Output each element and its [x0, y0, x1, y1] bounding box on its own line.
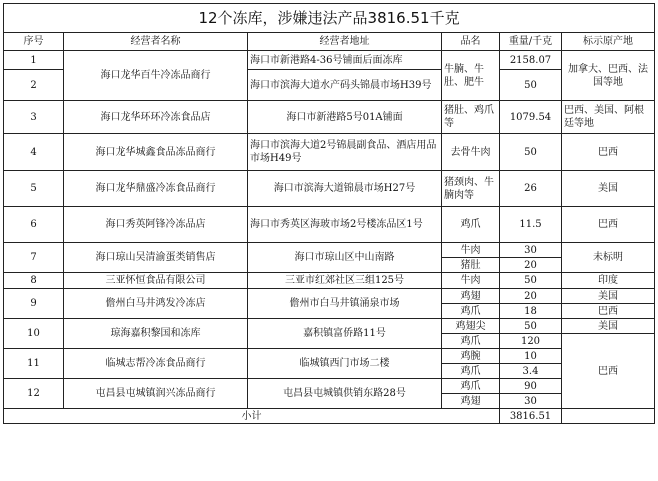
weight: 30 — [500, 394, 562, 409]
product-name: 猪肚 — [442, 258, 500, 273]
weight: 90 — [500, 379, 562, 394]
violation-products-table — [3, 3, 655, 424]
product-name: 牛肉 — [442, 243, 500, 258]
weight: 3.4 — [500, 364, 562, 379]
product-name: 鸡爪 — [442, 379, 500, 394]
weight: 20 — [500, 258, 562, 273]
row-number: 2 — [4, 70, 64, 101]
table-row — [4, 101, 655, 134]
operator-address: 临城镇西门市场二楼 — [248, 349, 442, 379]
table-row — [4, 207, 655, 243]
row-number: 9 — [4, 289, 64, 319]
origin: 印度 — [562, 273, 655, 289]
operator-address: 海口市新港路5号01A铺面 — [248, 101, 442, 134]
weight: 30 — [500, 243, 562, 258]
origin: 美国 — [562, 171, 655, 207]
operator-name: 海口龙华城鑫食品冻品商行 — [64, 134, 248, 171]
row-number: 8 — [4, 273, 64, 289]
operator-name: 三亚怀恒食品有限公司 — [64, 273, 248, 289]
table-row — [4, 51, 655, 70]
row-number: 4 — [4, 134, 64, 171]
table-row — [4, 171, 655, 207]
operator-address: 海口市滨海大道2号锦晨副食品、酒店用品市场H49号 — [248, 134, 442, 171]
product-name: 鸡腕 — [442, 349, 500, 364]
table-row — [4, 319, 655, 334]
weight: 1079.54 — [500, 101, 562, 134]
operator-name: 海口龙华环环冷冻食品店 — [64, 101, 248, 134]
operator-address: 海口市滨海大道水产码头锦晨市场H39号 — [248, 70, 442, 101]
operator-address: 海口市新港路4-36号铺面后面冻库 — [248, 51, 442, 70]
product-name: 鸡翅尖 — [442, 319, 500, 334]
row-number: 1 — [4, 51, 64, 70]
weight: 50 — [500, 70, 562, 101]
product-name: 鸡爪 — [442, 304, 500, 319]
operator-name: 海口龙华百牛冷冻品商行 — [64, 51, 248, 101]
weight: 18 — [500, 304, 562, 319]
subtotal-row — [4, 409, 655, 424]
row-number: 3 — [4, 101, 64, 134]
origin: 巴西 — [562, 304, 655, 319]
operator-address: 儋州市白马井镇涌泉市场 — [248, 289, 442, 319]
header-row — [4, 33, 655, 51]
operator-address: 嘉积镇富侨路11号 — [248, 319, 442, 349]
product-name: 猪颈肉、牛腩肉等 — [442, 171, 500, 207]
row-number: 6 — [4, 207, 64, 243]
table-row — [4, 273, 655, 289]
operator-address: 海口市琼山区中山南路 — [248, 243, 442, 273]
header-cell: 经营者地址 — [248, 33, 442, 51]
product-name: 牛肉 — [442, 273, 500, 289]
table-row — [4, 243, 655, 258]
weight: 50 — [500, 273, 562, 289]
table-row — [4, 289, 655, 304]
operator-name: 儋州白马井鸿发冷冻店 — [64, 289, 248, 319]
table-title: 12个冻库，涉嫌违法产品3816.51千克 — [4, 4, 655, 33]
row-number: 11 — [4, 349, 64, 379]
operator-name: 海口琼山吴清渝蛋类销售店 — [64, 243, 248, 273]
origin: 美国 — [562, 289, 655, 304]
header-cell: 重量/千克 — [500, 33, 562, 51]
operator-name: 临城志帮冷冻食品商行 — [64, 349, 248, 379]
header-cell: 经营者名称 — [64, 33, 248, 51]
weight: 2158.07 — [500, 51, 562, 70]
weight: 11.5 — [500, 207, 562, 243]
weight: 10 — [500, 349, 562, 364]
operator-address: 屯昌县屯城镇供销东路28号 — [248, 379, 442, 409]
origin: 美国 — [562, 319, 655, 334]
product-name: 猪肚、鸡爪等 — [442, 101, 500, 134]
product-name: 牛腩、牛肚、肥牛 — [442, 51, 500, 101]
subtotal-weight: 3816.51 — [500, 409, 562, 424]
document-table-container — [3, 3, 654, 478]
row-number: 5 — [4, 171, 64, 207]
origin: 加拿大、巴西、法国等地 — [562, 51, 655, 101]
product-name: 鸡翅 — [442, 289, 500, 304]
operator-address: 海口市滨海大道锦晨市场H27号 — [248, 171, 442, 207]
row-number: 10 — [4, 319, 64, 349]
operator-name: 琼海嘉积黎国和冻库 — [64, 319, 248, 349]
product-name: 去骨牛肉 — [442, 134, 500, 171]
origin: 巴西 — [562, 134, 655, 171]
header-cell: 品名 — [442, 33, 500, 51]
weight: 120 — [500, 334, 562, 349]
weight: 50 — [500, 134, 562, 171]
product-name: 鸡翅 — [442, 394, 500, 409]
table-row — [4, 379, 655, 394]
header-cell: 标示原产地 — [562, 33, 655, 51]
weight: 20 — [500, 289, 562, 304]
operator-name: 屯昌县屯城镇润兴冻品商行 — [64, 379, 248, 409]
operator-name: 海口秀英阿锋冷冻品店 — [64, 207, 248, 243]
row-number: 12 — [4, 379, 64, 409]
weight: 26 — [500, 171, 562, 207]
weight: 50 — [500, 319, 562, 334]
operator-address: 三亚市红郊社区三组125号 — [248, 273, 442, 289]
product-name: 鸡爪 — [442, 364, 500, 379]
origin: 巴西 — [562, 207, 655, 243]
operator-address: 海口市秀英区海玻市场2号楼冻品区1号 — [248, 207, 442, 243]
product-name: 鸡爪 — [442, 334, 500, 349]
origin: 巴西、美国、阿根廷等地 — [562, 101, 655, 134]
row-number: 7 — [4, 243, 64, 273]
subtotal-empty — [562, 409, 655, 424]
product-name: 鸡爪 — [442, 207, 500, 243]
header-cell: 序号 — [4, 33, 64, 51]
origin: 未标明 — [562, 243, 655, 273]
origin: 巴西 — [562, 334, 655, 409]
operator-name: 海口龙华鼎盛冷冻食品商行 — [64, 171, 248, 207]
table-row — [4, 134, 655, 171]
table-row — [4, 349, 655, 364]
subtotal-label: 小计 — [4, 409, 500, 424]
